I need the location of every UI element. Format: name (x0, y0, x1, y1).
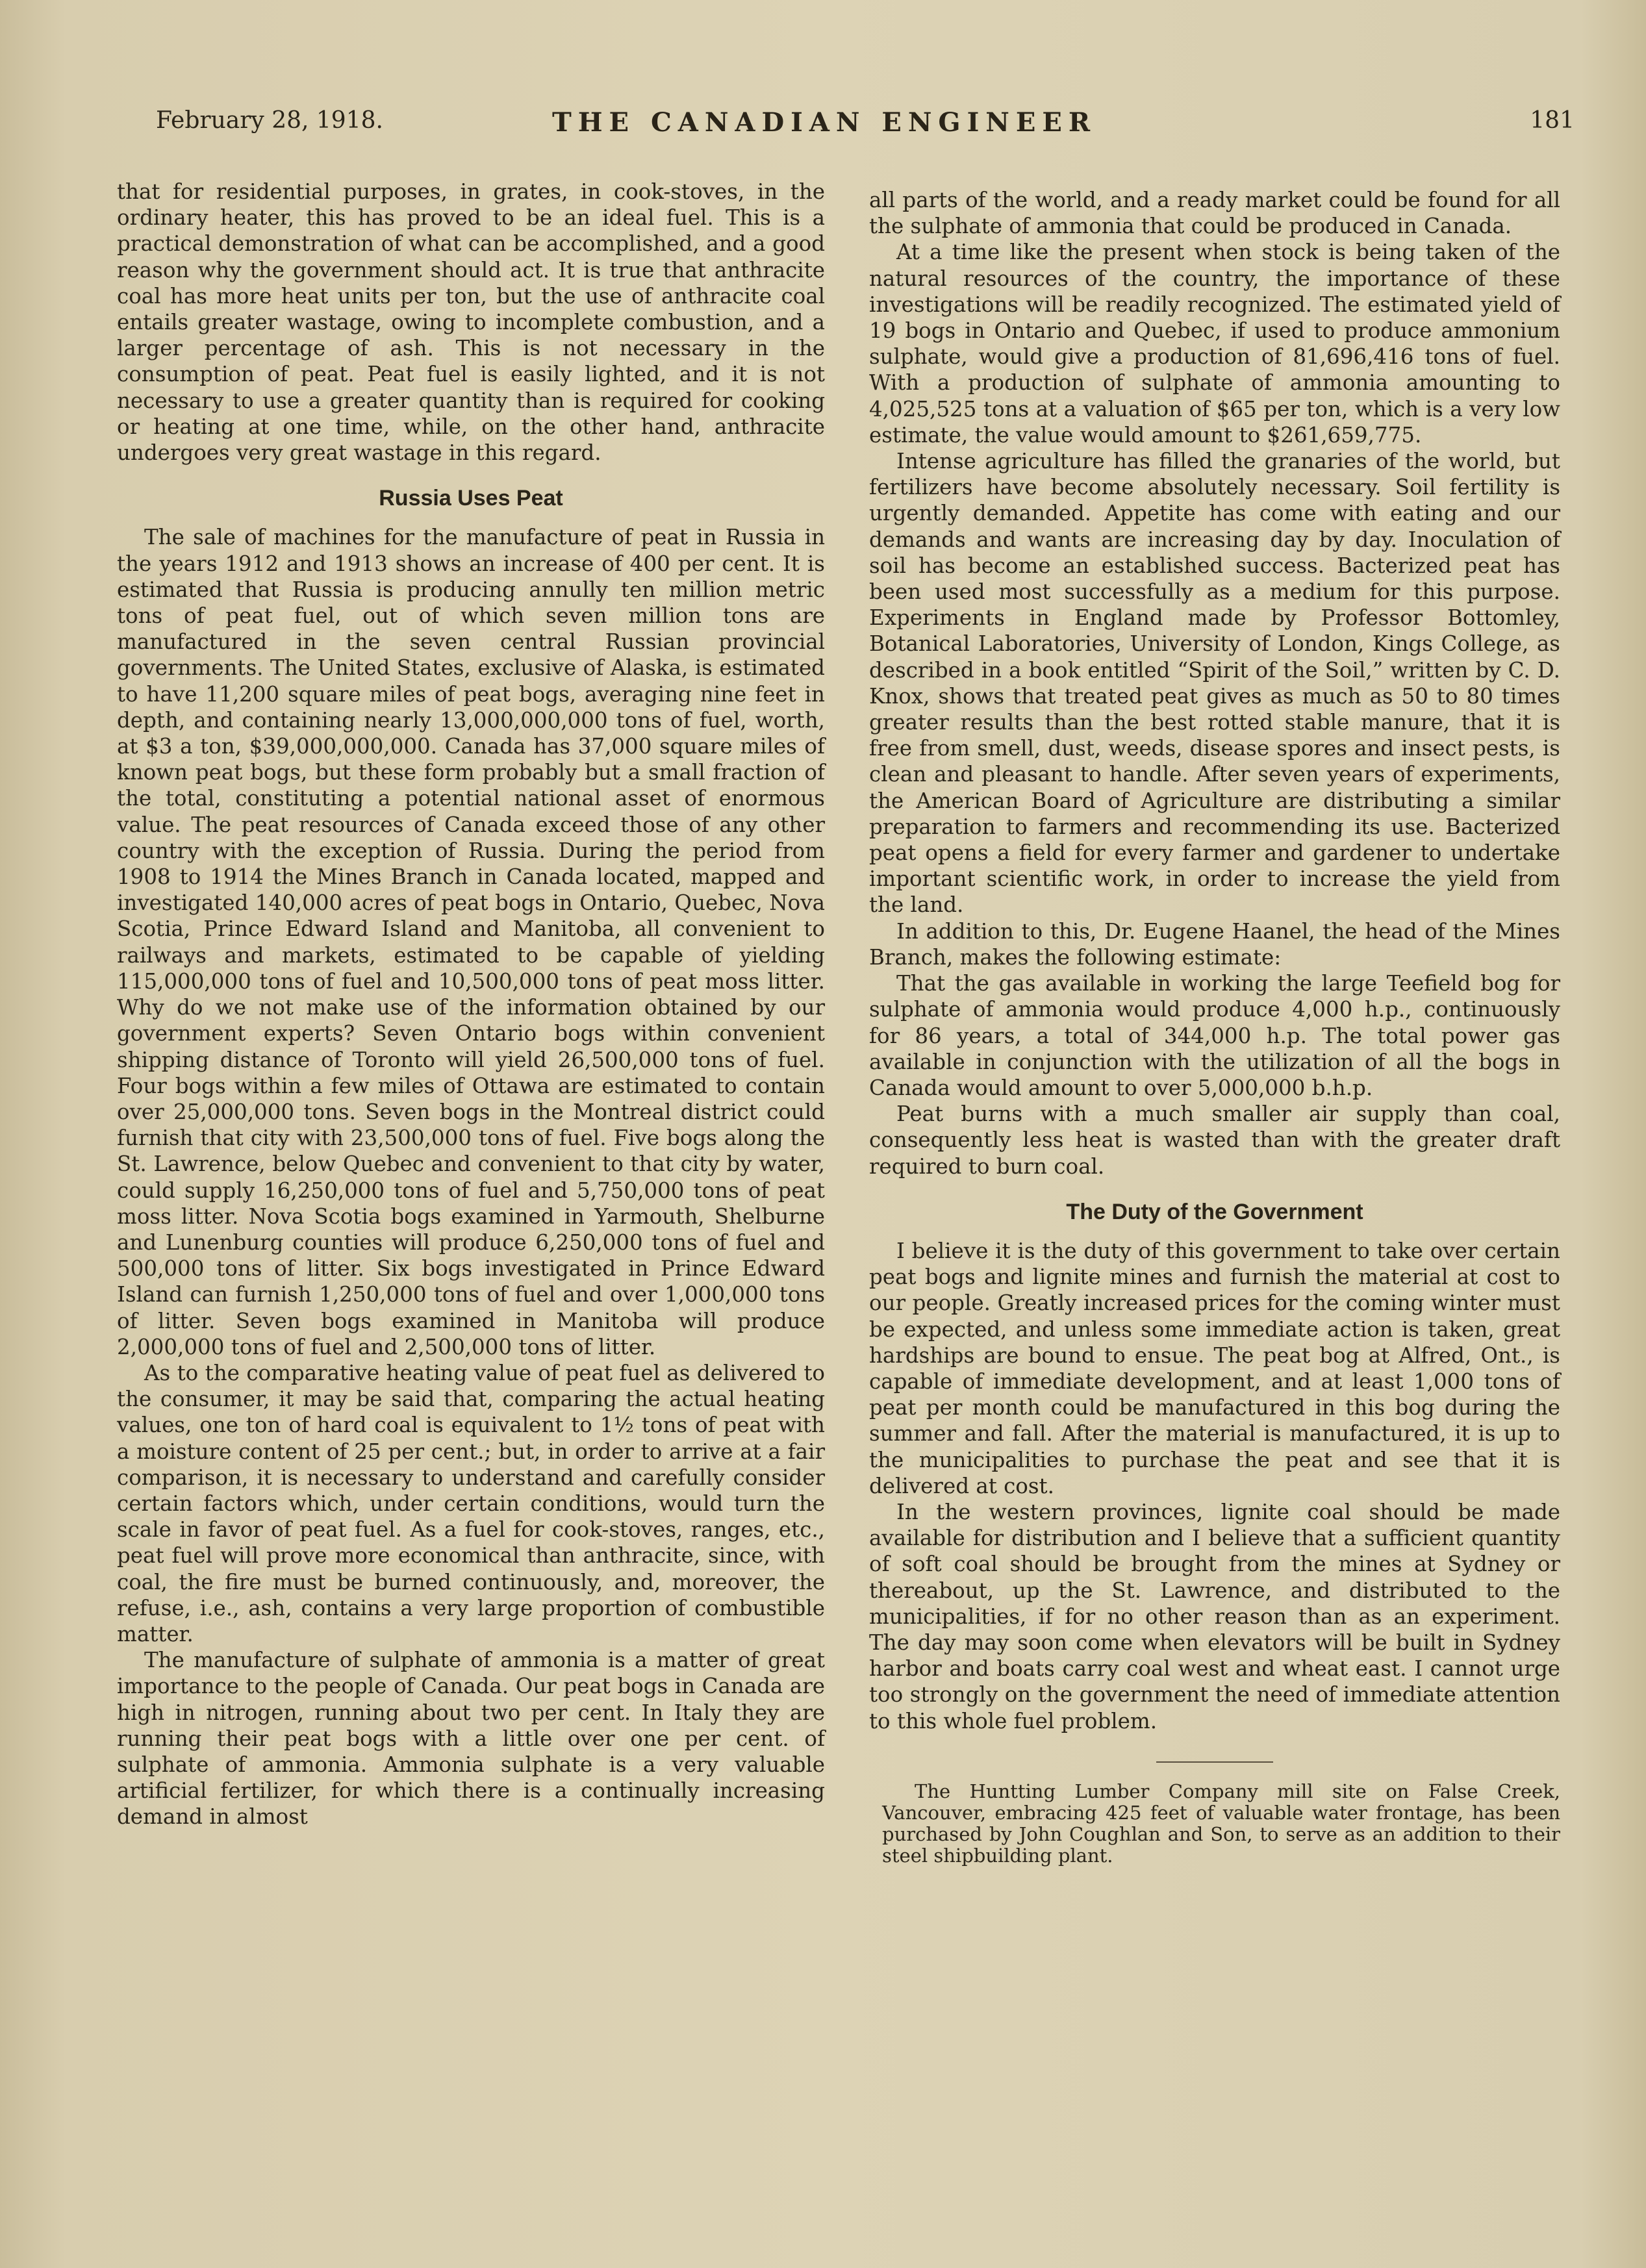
paragraph: The manufacture of sulphate of ammonia is a matter of great importance to the people of Canada. Our peat bogs in Canada are high in nitrogen, running about two per cent. In Italy they are running their peat bogs with a little over one per cent. of sulphate of ammonia. Ammonia sulphate is a very valuable artificial fertilizer, for which there is a continually increasing demand in almost (117, 1648, 825, 1830)
section-heading-russia: Russia Uses Peat (379, 486, 563, 511)
divider (1156, 1761, 1273, 1763)
paragraph: In addition to this, Dr. Eugene Haanel, the head of the Mines Branch, makes the following estimate: (869, 918, 1560, 970)
news-note-text: The Huntting Lumber Company mill site on False Creek, Vancouver, embracing 425 feet of valuable water frontage, has been purchased by John Coughlan and Son, to serve as an addition to their steel shipbuilding plant. (882, 1780, 1560, 1867)
publication-title: THE CANADIAN ENGINEER (552, 107, 1097, 138)
paragraph: In the western provinces, lignite coal should be made available for distribution and I believe that a sufficient quantity of soft coal should be brought from the mines at Sydney or thereabout, up the St. Lawrence, and distributed to the municipalities, if for no other reason than as an experiment. The day may soon come when elevators will be built in Sydney harbor and boats carry coal west and wheat east. I cannot urge too strongly on the government the need of immediate attention to this whole fuel problem. (869, 1499, 1560, 1733)
paragraph: As to the comparative heating value of peat fuel as delivered to the consumer, it may be said that, comparing the actual heating values, one ton of hard coal is equivalent to 1½ tons of peat with a moisture content of 25 per cent.; but, in order to arrive at a fair comparison, it is necessary to understand and carefully consider certain factors which, under certain conditions, would turn the scale in favor of peat fuel. As a fuel for cook-stoves, ranges, etc., peat fuel will prove more economical than anthracite, since, with coal, the fire must be burned continuously, and, moreover, the refuse, i.e., ash, contains a very large proportion of combustible matter. (117, 1360, 825, 1646)
right-column (869, 187, 1560, 1867)
page-header (156, 107, 1575, 146)
paragraph: all parts of the world, and a ready market could be found for all the sulphate of ammonia that could be produced in Canada. (869, 188, 1560, 239)
paragraph: that for residential purposes, in grates, in cook-stoves, in the ordinary heater, this has proved to be an ideal fuel. This is a practical demonstration of what can be accomplished, and a good reason why the government should act. It is true that anthracite coal has more heat units per ton, but the use of anthracite coal entails greater wastage, owing to incomplete combustion, and a larger percentage of ash. This is not necessary in the consumption of peat. Peat fuel is easily lighted, and it is not necessary to use a greater quantity than is required for cooking or heating at one time, while, on the other hand, anthracite undergoes very great wastage in this regard. (117, 179, 825, 466)
section-heading-duty: The Duty of the Government (1066, 1199, 1363, 1224)
page-number: 181 (1530, 107, 1575, 134)
paragraph: The sale of machines for the manufacture of peat in Russia in the years 1912 and 1913 shows an increase of 400 per cent. It is estimated that Russia is producing annully ten million metric tons of peat fuel, out of which seven million tons are manufactured in the seven central Russian provincial governments. The United States, exclusive of Alaska, is estimated to have 11,200 square miles of peat bogs, averaging nine feet in depth, and containing nearly 13,000,000,000 tons of fuel, worth, at $3 a ton, $39,000,000,000. Canada has 37,000 square miles of known peat bogs, but these form probably but a small fraction of the total, constituting a potential national asset of enormous value. The peat resources of Canada exceed those of any other country with the exception of Russia. During the period from 1908 to 1914 the Mines Branch in Canada located, mapped and investigated 140,000 acres of peat bogs in Ontario, Quebec, Nova Scotia, Prince Edward Island and Manitoba, all convenient to railways and markets, estimated to be capable of yielding 115,000,000 tons of fuel and 10,500,000 tons of peat moss litter. Why do we not make use of the information obtained by our government experts? Seven Ontario bogs within convenient shipping distance of Toronto will yield 26,500,000 tons of fuel. Four bogs within a few miles of Ottawa are estimated to contain over 25,000,000 tons. Seven bogs in the Montreal district could furnish that city with 23,500,000 tons of fuel. Five bogs along the St. Lawrence, below Quebec and convenient to that city by water, could supply 16,250,000 tons of fuel and 5,750,000 tons of peat moss litter. Nova Scotia bogs examined in Yarmouth, Shelburne and Lunenburg counties will produce 6,250,000 tons of fuel and 500,000 tons of litter. Six bogs investigated in Prince Edward Island can furnish 1,250,000 tons of fuel and over 1,000,000 tons of litter. Seven bogs examined in Manitoba will produce 2,000,000 tons of fuel and 2,500,000 tons of litter. (117, 525, 825, 1359)
news-note (869, 1781, 1560, 1867)
paragraph: That the gas available in working the large Teefield bog for sulphate of ammonia would produce 4,000 h.p., continuously for 86 years, a total of 344,000 h.p. The total power gas available in conjunction with the utilization of all the bogs in Canada would amount to over 5,000,000 b.h.p. (869, 971, 1560, 1100)
paragraph: Intense agriculture has filled the granaries of the world, but fertilizers have become absolutely necessary. Soil fertility is urgently demanded. Appetite has come with eating and our demands and wants are increasing day by day. Inoculation of soil has become an established success. Bacterized peat has been used most successfully as a medium for this purpose. Experiments in England made by Professor Bottomley, Botanical Laboratories, University of London, Kings College, as described in a book entitled “Spirit of the Soil,” written by C. D. Knox, shows that treated peat gives as much as 50 to 80 times greater results than the best rotted stable manure, that it is free from smell, dust, weeds, disease spores and insect pests, is clean and pleasant to handle. After seven years of experiments, the American Board of Agriculture are distributing a similar preparation to farmers and recommending its use. Bacterized peat opens a field for every farmer and gardener to undertake important scientific work, in order to increase the yield from the land. (869, 449, 1560, 918)
paragraph: I believe it is the duty of this government to take over certain peat bogs and lignite mines and furnish the material at cost to our people. Greatly increased prices for the coming winter must be expected, and unless some immediate action is taken, great hardships are bound to ensue. The peat bog at Alfred, Ont., is capable of immediate development, and at least 1,000 tons of peat per month could be manufactured in this bog during the summer and fall. After the material is manufactured, it is up to the municipalities to purchase the peat and see that it is delivered at cost. (869, 1238, 1560, 1498)
paragraph: Peat burns with a much smaller air supply than coal, consequently less heat is wasted than with the greater draft required to burn coal. (869, 1102, 1560, 1179)
issue-date: February 28, 1918. (156, 107, 383, 134)
left-column (117, 179, 825, 1830)
paragraph: At a time like the present when stock is being taken of the natural resources of the country, the importance of these investigations will be readily recognized. The estimated yield of 19 bogs in Ontario and Quebec, if used to produce ammonium sulphate, would give a production of 81,696,416 tons of fuel. With a production of sulphate of ammonia amounting to 4,025,525 tons at a valuation of $65 per ton, which is a very low estimate, the value would amount to $261,659,775. (869, 240, 1560, 447)
